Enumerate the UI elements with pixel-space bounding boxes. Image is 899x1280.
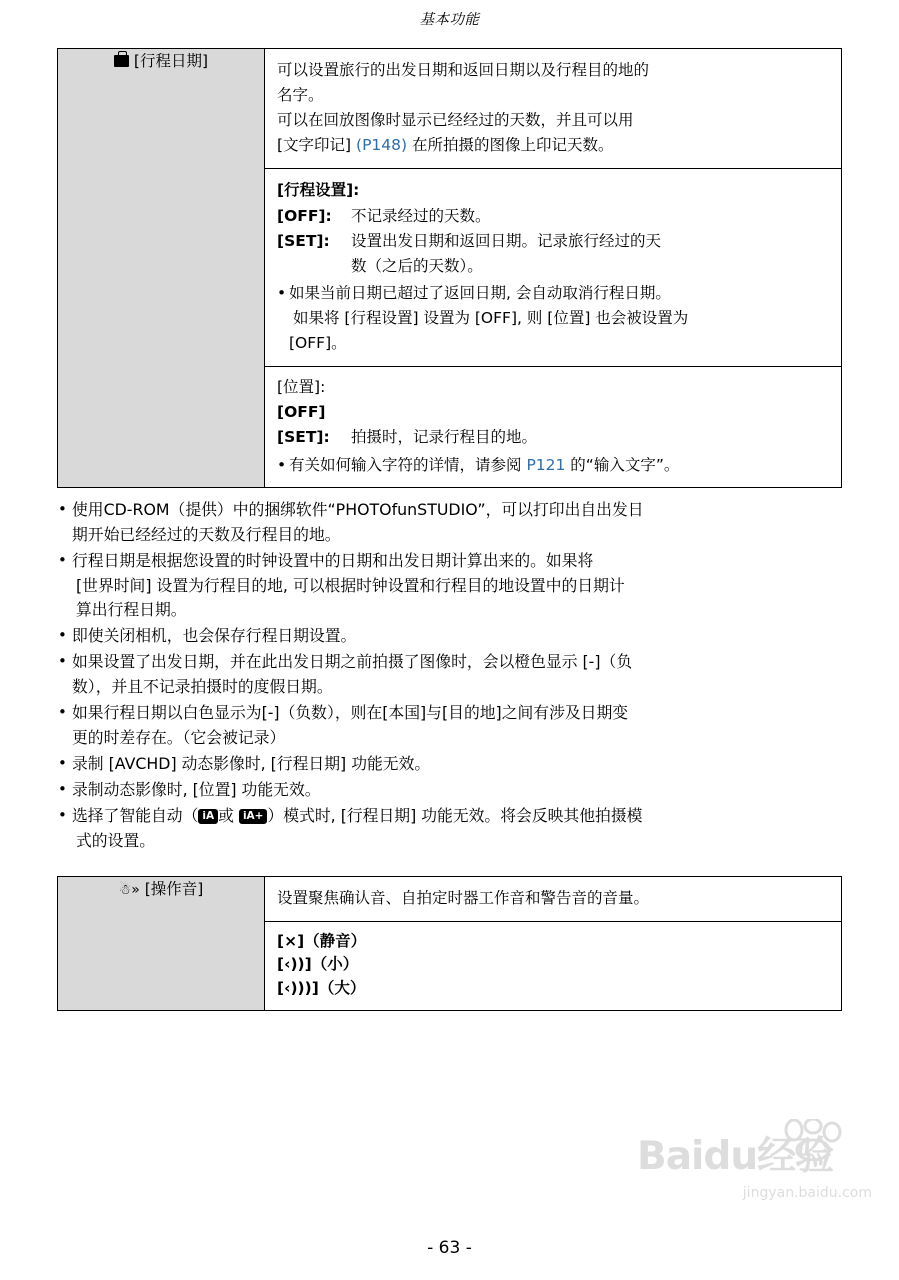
note-8-line-2: 式的设置。 — [76, 831, 155, 851]
note-6-line-1: 录制 [AVCHD] 动态影像时, [行程日期] 功能无效。 — [72, 754, 431, 774]
note-1-line-2: 期开始已经经过的天数及行程目的地。 — [72, 524, 341, 544]
beep-label-cell — [58, 876, 265, 1010]
beep-option-low[interactable] — [277, 953, 829, 976]
table-row — [58, 876, 842, 921]
list-item — [57, 549, 842, 624]
beep-symbol-high: [‹)))] — [277, 978, 319, 997]
travel-setup-block — [265, 169, 841, 366]
beep-description: 设置聚焦确认音、自拍定时器工作音和警告音的音量。 — [277, 888, 650, 907]
beep-text-mute: （静音） — [304, 932, 367, 951]
option-value-set-line1: 设置出发日期和返回日期。记录旅行经过的天 — [351, 231, 662, 250]
page-header: 基本功能 — [419, 12, 480, 28]
beep-text-low: （小） — [311, 955, 359, 974]
watermark-site: jingyan.baidu.com — [742, 1185, 872, 1201]
beep-options — [265, 922, 841, 1010]
desc-line-4 — [277, 133, 829, 158]
desc-line-3: 可以在回放图像时显示已经经过的天数，并且可以用 — [277, 111, 634, 130]
location-key-set: [SET]: — [277, 428, 330, 447]
location-option-set[interactable] — [277, 425, 829, 450]
note-5-line-1: 如果行程日期以白色显示为[-]（负数），则在[本国]与[目的地]之间有涉及日期变 — [72, 703, 629, 723]
page-content — [57, 48, 842, 1011]
desc-text-post: 在所拍摄的图像上印记天数。 — [407, 136, 614, 155]
list-item — [57, 498, 842, 548]
list-item — [57, 804, 842, 854]
note-line-2: 如果将 [行程设置] 设置为 [OFF], 则 [位置] 也会被设置为 — [293, 308, 689, 327]
travel-setup-option-off[interactable] — [277, 204, 829, 229]
travel-setup-note — [277, 281, 829, 356]
beep-symbol-mute: [×] — [277, 932, 305, 951]
watermark-brand-text: Baidu — [637, 1134, 758, 1179]
notes-list — [57, 498, 842, 854]
desc-line-2: 名字。 — [277, 86, 324, 105]
location-note-post: 的“输入文字”。 — [565, 455, 680, 474]
desc-text-pre: [文字印记] — [277, 136, 357, 155]
note-2-line-3: 算出行程日期。 — [76, 600, 187, 620]
list-item — [57, 624, 842, 649]
note-3-line-1: 即使关闭相机，也会保存行程日期设置。 — [72, 626, 357, 646]
note-8-mid: 或 — [218, 806, 239, 826]
note-4-line-2: 数），并且不记录拍摄时的度假日期。 — [72, 677, 333, 697]
beep-table — [57, 876, 842, 1011]
suitcase-icon — [114, 55, 129, 67]
travel-date-label-cell — [58, 49, 265, 488]
beep-symbol-low: [‹))] — [277, 955, 312, 974]
beep-text-high: （大） — [318, 978, 366, 997]
travel-setup-cell — [265, 169, 842, 367]
note-4-line-1: 如果设置了出发日期，并在此出发日期之前拍摄了图像时，会以橙色显示 [-]（负 — [72, 652, 633, 672]
note-8-pre: 选择了智能自动（ — [72, 806, 199, 826]
location-note — [277, 453, 829, 478]
table-row — [58, 49, 842, 169]
note-1-line-1: 使用CD-ROM（提供）中的捆绑软件“PHOTOfunSTUDIO”，可以打印出自出发日 — [72, 499, 644, 519]
option-key-set: [SET]: — [277, 231, 330, 250]
intelligent-auto-icon: iA — [198, 809, 218, 824]
note-5-line-2: 更的时差存在。（它会被记录） — [72, 728, 286, 748]
travel-setup-option-set[interactable] — [277, 229, 829, 279]
beep-label: [操作音] — [144, 879, 204, 898]
location-value-set: 拍摄时，记录行程目的地。 — [351, 428, 538, 447]
option-value-set-line2: 数（之后的天数）。 — [351, 256, 483, 275]
list-item — [57, 650, 842, 700]
location-option-off[interactable]: [OFF] — [277, 403, 326, 422]
page-reference-link[interactable]: P121 — [526, 455, 566, 474]
option-value-set — [351, 229, 829, 279]
watermark-suffix-text: 经验 — [757, 1134, 834, 1179]
note-line-3: [OFF]。 — [289, 334, 347, 353]
speaker-icon: ☃» — [118, 881, 140, 898]
location-block — [265, 367, 841, 486]
desc-line-1: 可以设置旅行的出发日期和返回日期以及行程目的地的 — [277, 61, 650, 79]
travel-date-label: [行程日期] — [133, 52, 209, 70]
note-2-line-1: 行程日期是根据您设置的时钟设置中的日期和出发日期计算出来的。如果将 — [72, 550, 594, 570]
list-item — [57, 752, 842, 777]
page-reference-link[interactable]: (P148) — [356, 136, 408, 155]
location-cell — [265, 367, 842, 487]
beep-option-high[interactable] — [277, 977, 829, 1000]
location-heading: [位置]: — [277, 378, 326, 397]
option-value-off: 不记录经过的天数。 — [351, 206, 491, 225]
intelligent-auto-plus-icon: iA+ — [239, 809, 268, 824]
beep-option-mute[interactable] — [277, 930, 829, 953]
travel-date-table — [57, 48, 842, 488]
list-item — [57, 778, 842, 803]
beep-description-cell — [265, 876, 842, 921]
travel-date-description — [265, 49, 841, 168]
watermark — [637, 1135, 872, 1240]
travel-setup-heading: [行程设置]: — [277, 181, 360, 200]
list-item — [57, 701, 842, 751]
note-8-post: ）模式时, [行程日期] 功能无效。将会反映其他拍摄模 — [267, 806, 643, 826]
note-2-line-2: [世界时间] 设置为行程目的地, 可以根据时钟设置和行程目的地设置中的日期计 — [76, 575, 625, 595]
option-key-off: [OFF]: — [277, 206, 332, 225]
note-7-line-1: 录制动态影像时, [位置] 功能无效。 — [72, 780, 321, 800]
beep-options-cell — [265, 922, 842, 1011]
paw-icon — [782, 1119, 844, 1161]
page-number: - 63 - — [427, 1238, 472, 1258]
note-line-1: 如果当前日期已超过了返回日期, 会自动取消行程日期。 — [289, 283, 671, 302]
travel-date-description-cell — [265, 49, 842, 169]
location-note-pre: 有关如何输入字符的详情，请参阅 — [289, 455, 527, 474]
